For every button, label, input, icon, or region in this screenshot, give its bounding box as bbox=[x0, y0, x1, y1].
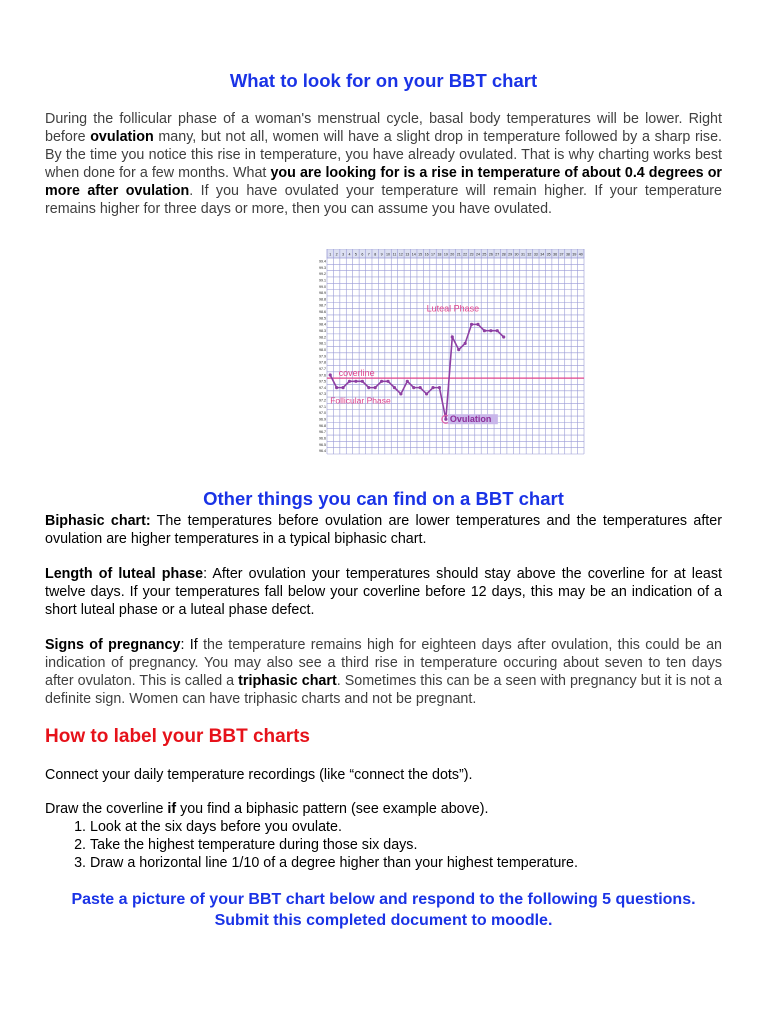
y-tick-label: 98.7 bbox=[319, 303, 326, 308]
y-tick-label: 97.0 bbox=[319, 411, 326, 416]
bold-triphasic: triphasic chart bbox=[238, 673, 337, 689]
section-title-how-to-label: How to label your BBT charts bbox=[45, 726, 310, 747]
x-tick-label: 5 bbox=[354, 252, 357, 257]
text-run: . If you have ovulated your temperature will remain higher. If your temperature remains higher for three days or more, then you can assume you have ovulated. bbox=[45, 183, 723, 217]
luteal-phase-label: Luteal Phase bbox=[426, 303, 480, 314]
temperature-point bbox=[496, 329, 499, 332]
y-tick-label: 97.7 bbox=[319, 366, 326, 371]
luteal-label: Length of luteal phase bbox=[45, 566, 204, 582]
temperature-point bbox=[406, 380, 409, 383]
x-tick-label: 40 bbox=[578, 252, 583, 257]
x-tick-label: 31 bbox=[520, 252, 525, 257]
x-tick-label: 34 bbox=[540, 252, 545, 257]
x-tick-label: 36 bbox=[553, 252, 558, 257]
temperature-point bbox=[374, 386, 377, 389]
x-tick-label: 4 bbox=[348, 252, 351, 257]
temperature-point bbox=[399, 392, 402, 395]
bold-if: if bbox=[167, 801, 177, 817]
text-run: : After ovulation your temperatures should stay above the coverline for at least twelve days. If your temperatures fall below your coverline before 12 days, this may be an indication of a short luteal phase or a luteal phase defect. bbox=[45, 566, 723, 618]
temperature-point bbox=[476, 323, 479, 326]
y-tick-label: 98.3 bbox=[319, 329, 326, 334]
x-tick-label: 37 bbox=[559, 252, 564, 257]
x-tick-label: 14 bbox=[411, 252, 416, 257]
y-tick-label: 98.5 bbox=[319, 316, 326, 321]
temperature-point bbox=[444, 418, 447, 421]
x-tick-label: 38 bbox=[565, 252, 570, 257]
text-run: the temperature remains high for eighteen days after ovulation, this could be an indication of pregnancy. You may also see a third rise in temperature occuring about seven to ten days after ovulaton. This is called a bbox=[45, 637, 722, 689]
y-tick-label: 99.0 bbox=[319, 284, 326, 289]
temperature-point bbox=[451, 335, 454, 338]
x-tick-label: 17 bbox=[431, 252, 436, 257]
text-run: many, but not all, women will have a slight drop in temperature followed by a sharp rise. By the time you notice this rise in temperature, you have already ovulated. That is why charting works best when done for a few months. What bbox=[45, 129, 722, 181]
pregnancy-label: Signs of pregnancy bbox=[45, 637, 181, 653]
text-run: During the follicular phase of a woman's menstrual cycle, basal body temperatures will be lower. Right before bbox=[45, 111, 722, 145]
x-tick-label: 20 bbox=[450, 252, 455, 257]
x-tick-label: 19 bbox=[443, 252, 448, 257]
y-tick-label: 96.7 bbox=[319, 430, 326, 435]
temperature-point bbox=[483, 329, 486, 332]
temperature-point bbox=[335, 386, 338, 389]
y-tick-label: 96.8 bbox=[319, 423, 326, 428]
temperature-point bbox=[329, 373, 332, 376]
y-tick-label: 97.8 bbox=[319, 360, 326, 365]
x-tick-label: 18 bbox=[437, 252, 442, 257]
temperature-point bbox=[361, 380, 364, 383]
connect-paragraph: Connect your daily temperature recordings (like “connect the dots”). bbox=[45, 767, 473, 783]
section-title-what-to-look-for: What to look for on your BBT chart bbox=[229, 70, 538, 91]
temperature-point bbox=[393, 386, 396, 389]
temperature-point bbox=[412, 386, 415, 389]
ovulation-label: Ovulation bbox=[449, 414, 492, 425]
y-tick-label: 97.1 bbox=[319, 404, 326, 409]
y-tick-label: 98.0 bbox=[319, 347, 326, 352]
y-tick-label: 98.8 bbox=[319, 297, 326, 302]
x-tick-label: 24 bbox=[475, 252, 480, 257]
y-tick-label: 99.3 bbox=[319, 265, 326, 270]
x-tick-label: 11 bbox=[392, 252, 397, 257]
bbt-chart-svg bbox=[313, 249, 589, 459]
temperature-point bbox=[341, 386, 344, 389]
biphasic-paragraph bbox=[45, 512, 722, 548]
x-tick-label: 1 bbox=[329, 252, 332, 257]
y-tick-label: 97.9 bbox=[319, 354, 326, 359]
x-tick-label: 15 bbox=[418, 252, 423, 257]
list-item: 1. Look at the six days before you ovulate. bbox=[90, 818, 578, 836]
temperature-point bbox=[489, 329, 492, 332]
steps-list bbox=[45, 818, 578, 872]
temperature-point bbox=[419, 386, 422, 389]
y-tick-label: 98.4 bbox=[319, 322, 326, 327]
follicular-phase-label: Follicular Phase bbox=[330, 395, 391, 406]
y-tick-label: 97.2 bbox=[319, 398, 326, 403]
text-run: The temperatures before ovulation are lower temperatures and the temperatures after ovulation are higher temperatures in a typical biphasic chart. bbox=[45, 513, 722, 547]
x-tick-label: 23 bbox=[469, 252, 474, 257]
y-tick-label: 97.6 bbox=[319, 373, 326, 378]
temperature-point bbox=[386, 380, 389, 383]
x-tick-label: 7 bbox=[367, 252, 370, 257]
biphasic-label: Biphasic chart: bbox=[45, 513, 151, 529]
x-tick-label: 33 bbox=[533, 252, 538, 257]
paste-instructions: Paste a picture of your BBT chart below and respond to the following 5 questions. Submit this completed document to moodle. bbox=[71, 891, 696, 929]
bbt-chart-image bbox=[313, 249, 589, 459]
section-title-other-things: Other things you can find on a BBT chart bbox=[203, 488, 564, 509]
luteal-paragraph bbox=[45, 565, 722, 619]
text-run: Draw the coverline bbox=[45, 801, 168, 817]
list-item: 3. Draw a horizontal line 1/10 of a degree higher than your highest temperature. bbox=[90, 854, 578, 872]
x-tick-label: 29 bbox=[508, 252, 513, 257]
x-tick-label: 39 bbox=[572, 252, 577, 257]
y-tick-label: 98.9 bbox=[319, 291, 326, 296]
temperature-point bbox=[470, 323, 473, 326]
y-tick-label: 98.2 bbox=[319, 335, 326, 340]
pregnancy-paragraph bbox=[45, 636, 722, 708]
x-tick-label: 26 bbox=[488, 252, 493, 257]
x-tick-label: 9 bbox=[380, 252, 383, 257]
list-item: 2. Take the highest temperature during those six days. bbox=[90, 836, 578, 854]
intro-paragraph bbox=[45, 110, 722, 218]
y-tick-label: 97.3 bbox=[319, 392, 326, 397]
y-tick-label: 96.6 bbox=[319, 436, 326, 441]
temperature-point bbox=[354, 380, 357, 383]
temperature-point bbox=[380, 380, 383, 383]
x-tick-label: 12 bbox=[398, 252, 403, 257]
x-tick-label: 3 bbox=[342, 252, 345, 257]
y-tick-label: 96.9 bbox=[319, 417, 326, 422]
y-tick-label: 98.1 bbox=[319, 341, 326, 346]
y-tick-label: 99.1 bbox=[319, 278, 326, 283]
x-tick-label: 22 bbox=[463, 252, 468, 257]
temperature-point bbox=[431, 386, 434, 389]
x-tick-label: 2 bbox=[335, 252, 338, 257]
y-tick-label: 99.4 bbox=[319, 259, 326, 264]
x-tick-label: 10 bbox=[386, 252, 391, 257]
bold-ovulation: ovulation bbox=[90, 129, 154, 145]
x-tick-label: 8 bbox=[374, 252, 377, 257]
x-tick-label: 25 bbox=[482, 252, 487, 257]
x-tick-label: 35 bbox=[546, 252, 551, 257]
temperature-point bbox=[348, 380, 351, 383]
y-tick-label: 96.5 bbox=[319, 442, 326, 447]
y-tick-label: 97.4 bbox=[319, 385, 326, 390]
temperature-point bbox=[457, 348, 460, 351]
x-tick-label: 28 bbox=[501, 252, 506, 257]
temperature-point bbox=[425, 392, 428, 395]
y-tick-label: 98.6 bbox=[319, 310, 326, 315]
y-tick-label: 96.4 bbox=[319, 449, 326, 454]
text-run: : If bbox=[180, 637, 198, 653]
y-tick-label: 99.2 bbox=[319, 272, 326, 277]
x-tick-label: 16 bbox=[424, 252, 429, 257]
temperature-point bbox=[464, 342, 467, 345]
x-tick-label: 6 bbox=[361, 252, 364, 257]
temperature-point bbox=[438, 386, 441, 389]
text-run: you find a biphasic pattern (see example above). bbox=[176, 801, 489, 817]
x-tick-label: 27 bbox=[495, 252, 500, 257]
temperature-point bbox=[367, 386, 370, 389]
x-tick-label: 32 bbox=[527, 252, 532, 257]
bold-rise-statement: you are looking for is a rise in temperature of about 0.4 degrees or more after ovulation bbox=[45, 165, 722, 199]
x-tick-label: 13 bbox=[405, 252, 410, 257]
coverline-label: coverline bbox=[338, 368, 375, 379]
y-tick-label: 97.5 bbox=[319, 379, 326, 384]
x-tick-label: 21 bbox=[456, 252, 461, 257]
temperature-point bbox=[502, 335, 505, 338]
text-run: . Sometimes this can be a seen with pregnancy but it is not a definite sign. Women can have triphasic charts and not be pregnant. bbox=[45, 673, 722, 707]
x-tick-label: 30 bbox=[514, 252, 519, 257]
coverline-paragraph bbox=[45, 800, 722, 818]
